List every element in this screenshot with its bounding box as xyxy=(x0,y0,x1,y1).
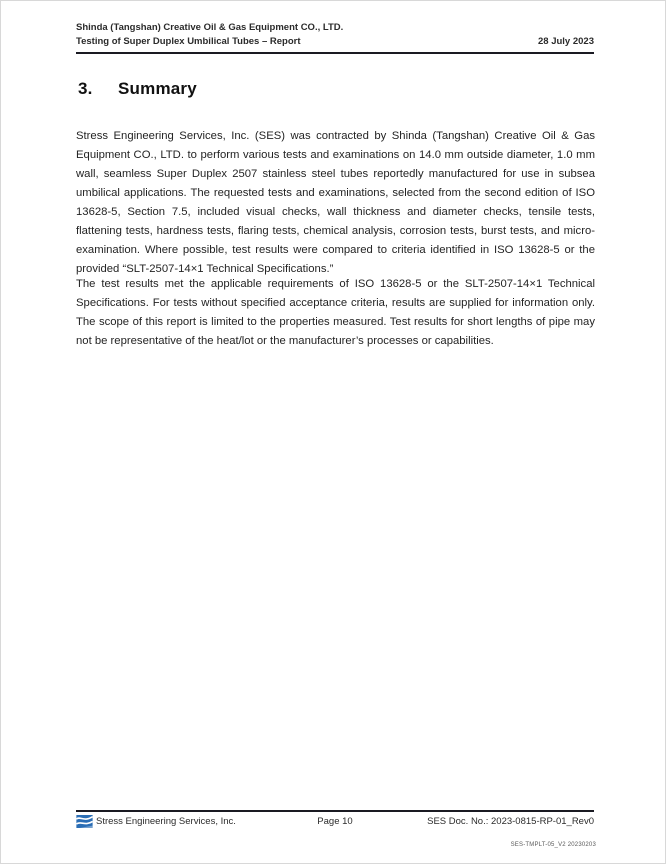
footer-page-number: Page 10 xyxy=(317,816,353,827)
section-number: 3. xyxy=(78,79,93,98)
header-rule xyxy=(76,52,594,54)
footer-doc-number: SES Doc. No.: 2023-0815-RP-01_Rev0 xyxy=(427,816,594,827)
summary-paragraph-1: Stress Engineering Services, Inc. (SES) was contracted by Shinda (Tangshan) Creative Oil & Gas Equipment CO., LTD. to perform various tests and examinations on 14.0 mm outside diameter, 1.0 mm wall, seamless Super Duplex 2507 stainless steel tubes reportedly manufactured for use in subsea umbilical applications. The requested tests and examinations, selected from the second edition of ISO 13628-5, Section 7.5, included visual checks, wall thickness and diameter checks, tensile tests, flattening tests, hardness tests, flaring tests, chemical analysis, corrosion tests, burst tests, and micro-examination. Where possible, test results were compared to criteria identified in ISO 13628-5 or the provided “SLT-2507-14×1 Technical Specifications.” xyxy=(76,130,595,276)
summary-paragraph-2: The test results met the applicable requirements of ISO 13628-5 or the SLT-2507-14×1 Technical Specifications. For tests without specified acceptance criteria, results are supplied for information only. The scope of this report is limited to the properties measured. Test results for short lengths of pipe may not be representative of the heat/lot or the manufacturer’s processes or capabilities. xyxy=(76,278,595,348)
header-company: Shinda (Tangshan) Creative Oil & Gas Equipment CO., LTD. xyxy=(76,22,344,33)
footer-rule xyxy=(76,810,594,812)
section-title-text: Summary xyxy=(118,79,197,98)
page-footer xyxy=(76,814,594,830)
footer-template-code: SES-TMPLT-05_V2 20230203 xyxy=(510,842,596,848)
footer-company: Stress Engineering Services, Inc. xyxy=(96,816,236,827)
page-header xyxy=(76,21,594,49)
section-title xyxy=(78,79,197,99)
header-date: 28 July 2023 xyxy=(538,36,594,47)
header-doc-title: Testing of Super Duplex Umbilical Tubes – Report xyxy=(76,36,301,47)
